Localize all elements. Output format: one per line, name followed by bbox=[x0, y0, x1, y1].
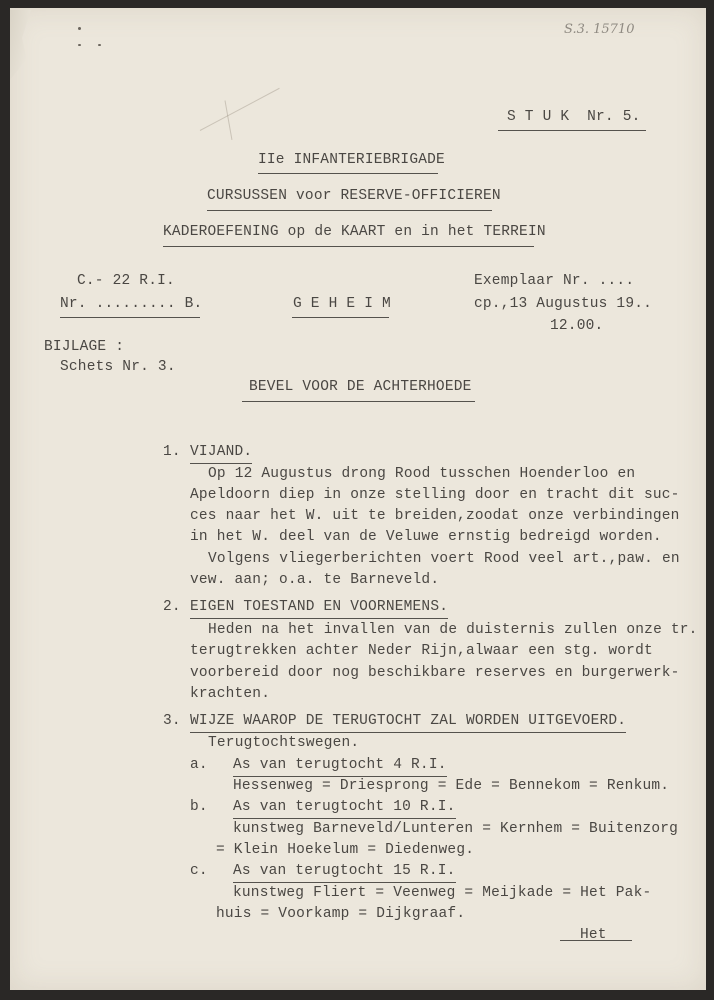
document-number: S T U K Nr. 5. bbox=[507, 109, 641, 125]
item-line: kunstweg Fliert = Veenweg = Meijkade = Het Pak- bbox=[233, 885, 652, 901]
item-line: = Klein Hoekelum = Diedenweg. bbox=[216, 842, 475, 858]
item-heading: As van terugtocht 4 R.I. bbox=[233, 756, 447, 777]
copy-number: Exemplaar Nr. .... bbox=[474, 273, 635, 289]
underline bbox=[207, 210, 492, 211]
section-heading: EIGEN TOESTAND EN VOORNEMENS. bbox=[190, 598, 448, 619]
unit-reference: C.- 22 R.I. bbox=[77, 273, 175, 289]
underline bbox=[163, 246, 534, 247]
document-date: cp.,13 Augustus 19.. bbox=[474, 296, 653, 312]
ink-speck bbox=[78, 44, 81, 46]
section-line: vew. aan; o.a. te Barneveld. bbox=[190, 572, 440, 588]
section-line: in het W. deel van de Veluwe ernstig bedreigd worden. bbox=[190, 529, 662, 545]
section-line: Apeldoorn diep in onze stelling door en tracht dit suc- bbox=[190, 487, 680, 503]
section-line: Heden na het invallen van de duisternis zullen onze tr. bbox=[208, 622, 698, 638]
item-heading: As van terugtocht 15 R.I. bbox=[233, 862, 456, 883]
item-line: Hessenweg = Driesprong = Ede = Bennekom = Renkum. bbox=[233, 778, 670, 794]
item-letter: c. bbox=[190, 863, 208, 879]
item-line: huis = Voorkamp = Dijkgraaf. bbox=[216, 906, 466, 922]
archive-mark: S.3. 15710 bbox=[564, 22, 635, 37]
underline bbox=[258, 173, 438, 174]
section-line: voorbereid door nog beschikbare reserves en burgerwerk- bbox=[190, 665, 680, 681]
section-line: Op 12 Augustus drong Rood tusschen Hoenderloo en bbox=[208, 466, 636, 482]
section-heading: VIJAND. bbox=[190, 443, 252, 464]
ink-speck bbox=[78, 27, 81, 30]
item-line: kunstweg Barneveld/Lunteren = Kernhem = Buitenzorg bbox=[233, 821, 679, 837]
classification: G E H E I M bbox=[293, 296, 391, 312]
section-line: ces naar het W. uit te breiden,zoodat onze verbindingen bbox=[190, 508, 680, 524]
underline bbox=[560, 940, 632, 941]
section-number: 2. bbox=[163, 599, 181, 615]
document-time: 12.00. bbox=[550, 318, 604, 334]
header-line-2: CURSUSSEN voor RESERVE-OFFICIEREN bbox=[207, 188, 501, 204]
catchword: Het bbox=[580, 927, 607, 943]
underline bbox=[60, 317, 200, 318]
section-line: krachten. bbox=[190, 686, 271, 702]
header-line-1: IIe INFANTERIEBRIGADE bbox=[258, 152, 445, 168]
item-letter: a. bbox=[190, 757, 208, 773]
reference-number: Nr. ......... B. bbox=[60, 296, 203, 312]
section-line: Volgens vliegerberichten voert Rood veel art.,paw. en bbox=[208, 551, 680, 567]
section-number: 3. bbox=[163, 713, 181, 729]
attachment-item: Schets Nr. 3. bbox=[60, 359, 176, 375]
section-heading: WIJZE WAAROP DE TERUGTOCHT ZAL WORDEN UITGEVOERD. bbox=[190, 712, 626, 733]
underline bbox=[242, 401, 475, 402]
section-number: 1. bbox=[163, 444, 181, 460]
header-line-3: KADEROEFENING op de KAART en in het TERREIN bbox=[163, 224, 546, 240]
order-title: BEVEL VOOR DE ACHTERHOEDE bbox=[249, 379, 472, 395]
attachment-label: BIJLAGE : bbox=[44, 339, 125, 355]
section-line: terugtrekken achter Neder Rijn,alwaar een stg. wordt bbox=[190, 643, 653, 659]
item-heading: As van terugtocht 10 R.I. bbox=[233, 798, 456, 819]
section-intro: Terugtochtswegen. bbox=[208, 735, 360, 751]
item-letter: b. bbox=[190, 799, 208, 815]
underline bbox=[498, 130, 646, 131]
underline bbox=[292, 317, 389, 318]
ink-speck bbox=[98, 44, 101, 46]
